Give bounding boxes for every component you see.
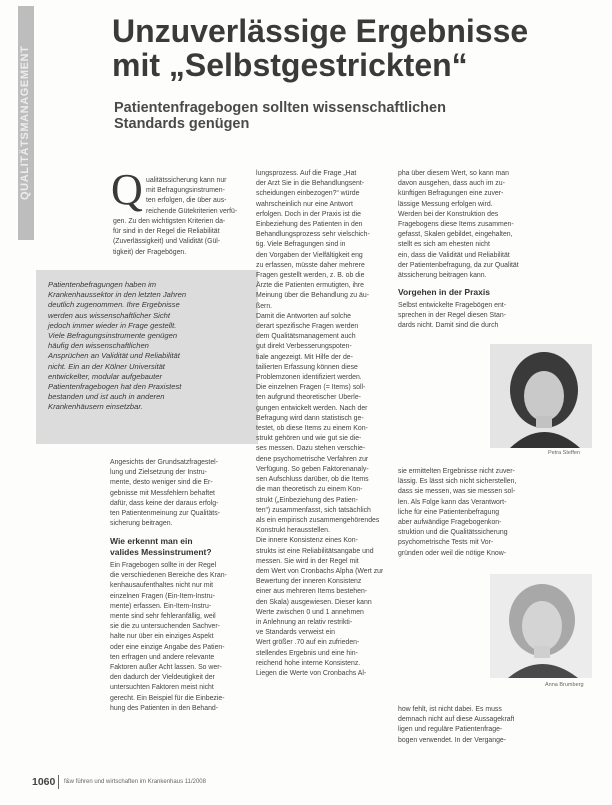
text-line: liche für eine Patientenbefragung	[398, 508, 500, 516]
intro-first-lines	[146, 176, 237, 217]
text-line: erfolgen. Doch in der Praxis ist die	[256, 210, 361, 218]
callout-line: Patientenbefragungen haben im	[48, 280, 157, 289]
text-line: testet, ob diese Items zu einem Kon-	[256, 425, 368, 433]
col1-lower-text	[110, 458, 220, 529]
text-line: ten“) zusammenfasst, sich tatsächlich	[256, 506, 371, 514]
text-line: die man theoretisch zu einem Kon-	[256, 486, 363, 494]
text-line: (Zuverlässigkeit) und Validität (Gül-	[113, 238, 221, 246]
author-photo	[490, 574, 592, 678]
text-line: how fehlt, ist nicht dabei. Es muss	[398, 706, 502, 713]
text-line: stellendes Ergebnis und eine hin-	[256, 649, 358, 657]
text-line: Faktoren außer Acht lassen. So wer-	[110, 664, 222, 672]
text-line: ve Standards verweist ein	[256, 629, 335, 637]
text-line: ein, dass die Validität und Reliabilität	[398, 251, 510, 259]
text-line: ten erfragen und andere relevante	[110, 653, 215, 661]
callout-line: nicht. Ein an der Kölner Universität	[48, 361, 165, 371]
text-line: sie die zu untersuchenden Sachver-	[110, 623, 220, 631]
page-number: 1060	[32, 776, 56, 788]
callout-line: Krankenhäusern einsetzbar.	[48, 402, 143, 412]
subhead-line: Vorgehen in der Praxis	[398, 287, 490, 297]
text-line: dene psychometrische Verfahren zur	[256, 455, 369, 463]
text-line: gungen entwickelt werden. Nach der	[256, 404, 368, 412]
text-line: messen. Sie wird in der Regel mit	[256, 557, 359, 565]
text-line: gründen oder weil die nötige Know-	[398, 549, 507, 557]
text-line: Damit die Antworten auf solche	[256, 312, 351, 320]
callout-line: jedoch immer wieder in Frage gestellt.	[48, 320, 177, 330]
text-line: als ein empirisch zusammengehörendes	[256, 516, 380, 524]
text-line: Wert größer .70 auf ein zufrieden-	[256, 639, 360, 647]
subhead-line: valides Messinstrument?	[110, 546, 212, 557]
text-line: Konstrukt herausstellen.	[256, 527, 330, 535]
text-line: strukt gehören und wie gut sie die-	[256, 435, 362, 443]
col1-bottom-text	[110, 561, 227, 714]
text-line: für sind in der Regel die Reliabilität	[113, 228, 220, 236]
text-line: einzelnen Fragen (Ein-Item-Instru-	[110, 592, 215, 600]
text-line: ätssicherung beitragen kann.	[398, 272, 487, 280]
text-line: Selbst entwickelte Fragebögen ent-	[398, 302, 507, 309]
text-line: hung des Patienten in den Behand-	[110, 704, 219, 712]
text-line: Werte zwischen 0 und 1 annehmen	[256, 608, 364, 616]
text-line: tiale angezeigt. Mit Hilfe der de-	[256, 353, 353, 361]
text-line: len. Als Folge kann das Verantwort-	[398, 498, 507, 506]
text-line: tailierten Erfassung können diese	[256, 363, 358, 371]
drop-cap: Q	[111, 165, 143, 214]
text-line: einer aus mehreren Items bestehen-	[256, 588, 368, 596]
text-line: ligen und reguläre Patientenfrage-	[398, 726, 503, 734]
text-line: den dadurch der Vieldeutigkeit der	[110, 674, 215, 682]
text-line: Fragebogens diese Items zusammen-	[398, 221, 514, 229]
text-line: stellt es sich am ehesten nicht	[398, 241, 490, 249]
article-subtitle	[114, 100, 534, 132]
text-line: demnach nicht auf diese Aussagekraft	[398, 716, 515, 724]
text-line: sprechen in der Regel diesen Stan-	[398, 312, 507, 320]
text-line: sen Aufschluss darüber, ob die Items	[256, 476, 369, 484]
text-line: dem Qualitätsmanagement auch	[256, 333, 356, 341]
text-line: ten Patientenmeinung zur Qualitäts-	[110, 510, 220, 518]
text-line: dem Wert von Cronbachs Alpha (Wert zur	[256, 567, 384, 575]
text-line: den Skala) ausgewiesen. Dieser kann	[256, 598, 372, 606]
text-line: ßern.	[256, 302, 273, 310]
text-line: mente, desto weniger sind die Er-	[110, 479, 213, 487]
callout-line: Krankenhaussektor in den letzten Jahren	[48, 290, 187, 300]
text-line: Die innere Konsistenz eines Kon-	[256, 537, 358, 545]
text-line: wahrscheinlich nur eine Antwort	[256, 200, 353, 208]
photo-caption: Petra Steffen	[548, 450, 581, 456]
subtitle-line: Patientenfragebogen sollten wissenschaftlichen	[114, 100, 446, 116]
text-line: ten aufgrund theoretischer Überle-	[256, 394, 361, 402]
text-line: strukts ist eine Reliabilitätsangabe und	[256, 547, 374, 555]
text-line: Liegen die Werte von Cronbachs Al-	[256, 669, 367, 677]
text-line: Ärzte die Patienten ermutigten, ihre	[256, 282, 365, 290]
text-line: davon ausgehen, dass auch im zu-	[398, 180, 505, 188]
text-line: Problemzonen identifiziert werden.	[256, 374, 362, 382]
text-line: ualitätssicherung kann nur	[146, 177, 227, 184]
text-line: untersuchten Faktoren meist nicht	[110, 684, 214, 692]
col3-top-text	[398, 169, 519, 281]
subhead-line: Wie erkennt man ein	[110, 536, 193, 546]
text-line: psychometrische Tests mit Vor-	[398, 539, 494, 547]
text-line: dass sie messen, was sie messen sol-	[398, 488, 516, 496]
text-line: Befragung wird dann statistisch ge-	[256, 414, 364, 422]
callout-line: häufig den wissenschaftlichen	[48, 341, 149, 351]
text-line: dards nicht. Damit sind die durch	[398, 322, 499, 330]
callout-line: werden aus wissenschaftlicher Sicht	[48, 310, 170, 320]
text-line: dafür, dass keine der daraus erfolg-	[110, 499, 219, 507]
subtitle-line: Standards genügen	[114, 116, 250, 132]
text-line: oder eine einzige Angabe des Patien-	[110, 643, 225, 651]
photo-caption: Anna Brumberg	[545, 682, 584, 688]
intro-lines	[113, 217, 225, 258]
title-line: mit „Selbstgestrickten“	[112, 47, 468, 83]
text-line: Fragen gestellt werden, z. B. ob die	[256, 272, 365, 280]
text-line: die verschiedenen Bereiche des Kran-	[110, 572, 227, 580]
author-photo	[490, 344, 592, 448]
text-line: Ein Fragebogen sollte in der Regel	[110, 562, 217, 569]
text-line: aber aufwändige Fragebogenkon-	[398, 519, 502, 527]
text-line: sie ermittelten Ergebnisse nicht zuver-	[398, 468, 515, 475]
text-line: gerecht. Ein Beispiel für die Einbezie-	[110, 694, 225, 702]
text-line: Bewertung der inneren Konsistenz	[256, 578, 362, 586]
text-line: bogen verwendet. In der Vergange-	[398, 736, 507, 744]
text-line: Einbeziehung des Patienten in den	[256, 221, 363, 229]
text-line: mente sind sehr fehleranfällig, weil	[110, 613, 216, 621]
callout-line: deutlich zugenommen. Ihre Ergebnisse	[48, 300, 180, 310]
text-line: künftigen Befragungen eine zuver-	[398, 190, 504, 198]
text-line: halte nur über ein einziges Aspekt	[110, 633, 214, 641]
text-line: strukt („Einbeziehung des Patien-	[256, 496, 358, 504]
text-line: struktion und die Qualitätssicherung	[398, 529, 508, 537]
text-line: kenhausaufenthaltes nicht nur mit	[110, 582, 214, 590]
portrait-woman-2-icon	[490, 574, 592, 678]
col2-text	[256, 169, 383, 679]
text-line: derart spezifische Fragen werden	[256, 323, 359, 331]
col3-bottom-text	[398, 705, 514, 746]
callout-line: Viele Befragungsinstrumente genügen	[48, 331, 178, 341]
col3-low-text	[398, 467, 516, 559]
text-line: mit Befragungsinstrumen-	[146, 187, 225, 195]
text-line: Meinung über die Behandlung zu äu-	[256, 292, 370, 300]
portrait-woman-1-icon	[490, 344, 592, 448]
text-line: Angesichts der Grundsatzfragestel-	[110, 459, 219, 466]
section-label: QUALITÄTSMANAGEMENT	[19, 45, 31, 201]
text-line: Die einzelnen Fragen (= Items) soll-	[256, 384, 366, 392]
callout-text	[48, 280, 186, 413]
text-line: tigkeit) der Fragebögen.	[113, 248, 187, 256]
text-line: ten erfolgen, die über aus-	[146, 197, 227, 205]
text-line: lung und Zielsetzung der Instru-	[110, 469, 207, 477]
text-line: den Vorgaben der Vielfältigkeit eng	[256, 251, 363, 259]
text-line: gefasst, Skalen gebildet, eingehalten,	[398, 231, 513, 239]
subheading-valid-instrument	[110, 536, 212, 557]
text-line: lungsprozess. Auf die Frage „Hat	[256, 170, 357, 177]
text-line: gen. Zu den wichtigsten Kriterien da-	[113, 218, 226, 225]
text-line: sicherung beitragen.	[110, 520, 173, 528]
text-line: pha über diesem Wert, so kann man	[398, 170, 509, 177]
callout-line: Ansprüchen an Validität und Reliabilität	[48, 351, 180, 361]
text-line: scheidungen einbezogen?“ würde	[256, 190, 360, 198]
article-title	[112, 14, 592, 82]
footer-divider	[58, 775, 59, 789]
text-line: mente) erfassen. Ein-Item-Instru-	[110, 602, 212, 610]
text-line: reichend hohe interne Konsistenz.	[256, 659, 361, 667]
callout-line: Patientenfragebogen hat den Praxistest	[48, 382, 182, 392]
col3-mid-text	[398, 301, 506, 332]
text-line: ses messen. Dazu stehen verschie-	[256, 445, 366, 453]
title-line: Unzuverlässige Ergebnisse	[112, 13, 529, 49]
journal-name: f&w führen und wirtschaften im Krankenhaus 11/2008	[64, 779, 206, 785]
callout-line: entwickelter, modular aufgebauter	[48, 371, 162, 381]
text-line: Werden bei der Konstruktion des	[398, 210, 499, 218]
text-line: in Anlehnung an relativ restrikti-	[256, 618, 353, 626]
text-line: der Arzt Sie in die Behandlungsent-	[256, 180, 365, 188]
text-line: zu erfassen, müsste daher mehrere	[256, 261, 365, 269]
text-line: lässig. Es lässt sich nicht sicherstellen,	[398, 478, 517, 486]
text-line: gebnisse mit Messfehlern behaftet	[110, 489, 215, 497]
text-line: gut direkt Verbesserungspoten-	[256, 343, 352, 351]
text-line: tig. Viele Befragungen sind in	[256, 241, 346, 249]
callout-line: bestanden und ist auch in anderen	[48, 392, 165, 402]
subheading-practice	[398, 287, 490, 298]
text-line: Behandlungsprozess sehr vielschich-	[256, 231, 370, 239]
text-line: der Patientenbefragung, da zur Qualität	[398, 261, 519, 269]
text-line: lässige Messung erfolgen wird.	[398, 200, 493, 208]
text-line: reichende Gütekriterien verfü-	[146, 207, 238, 215]
text-line: Verfügung. So geben Faktorenanaly-	[256, 465, 369, 473]
